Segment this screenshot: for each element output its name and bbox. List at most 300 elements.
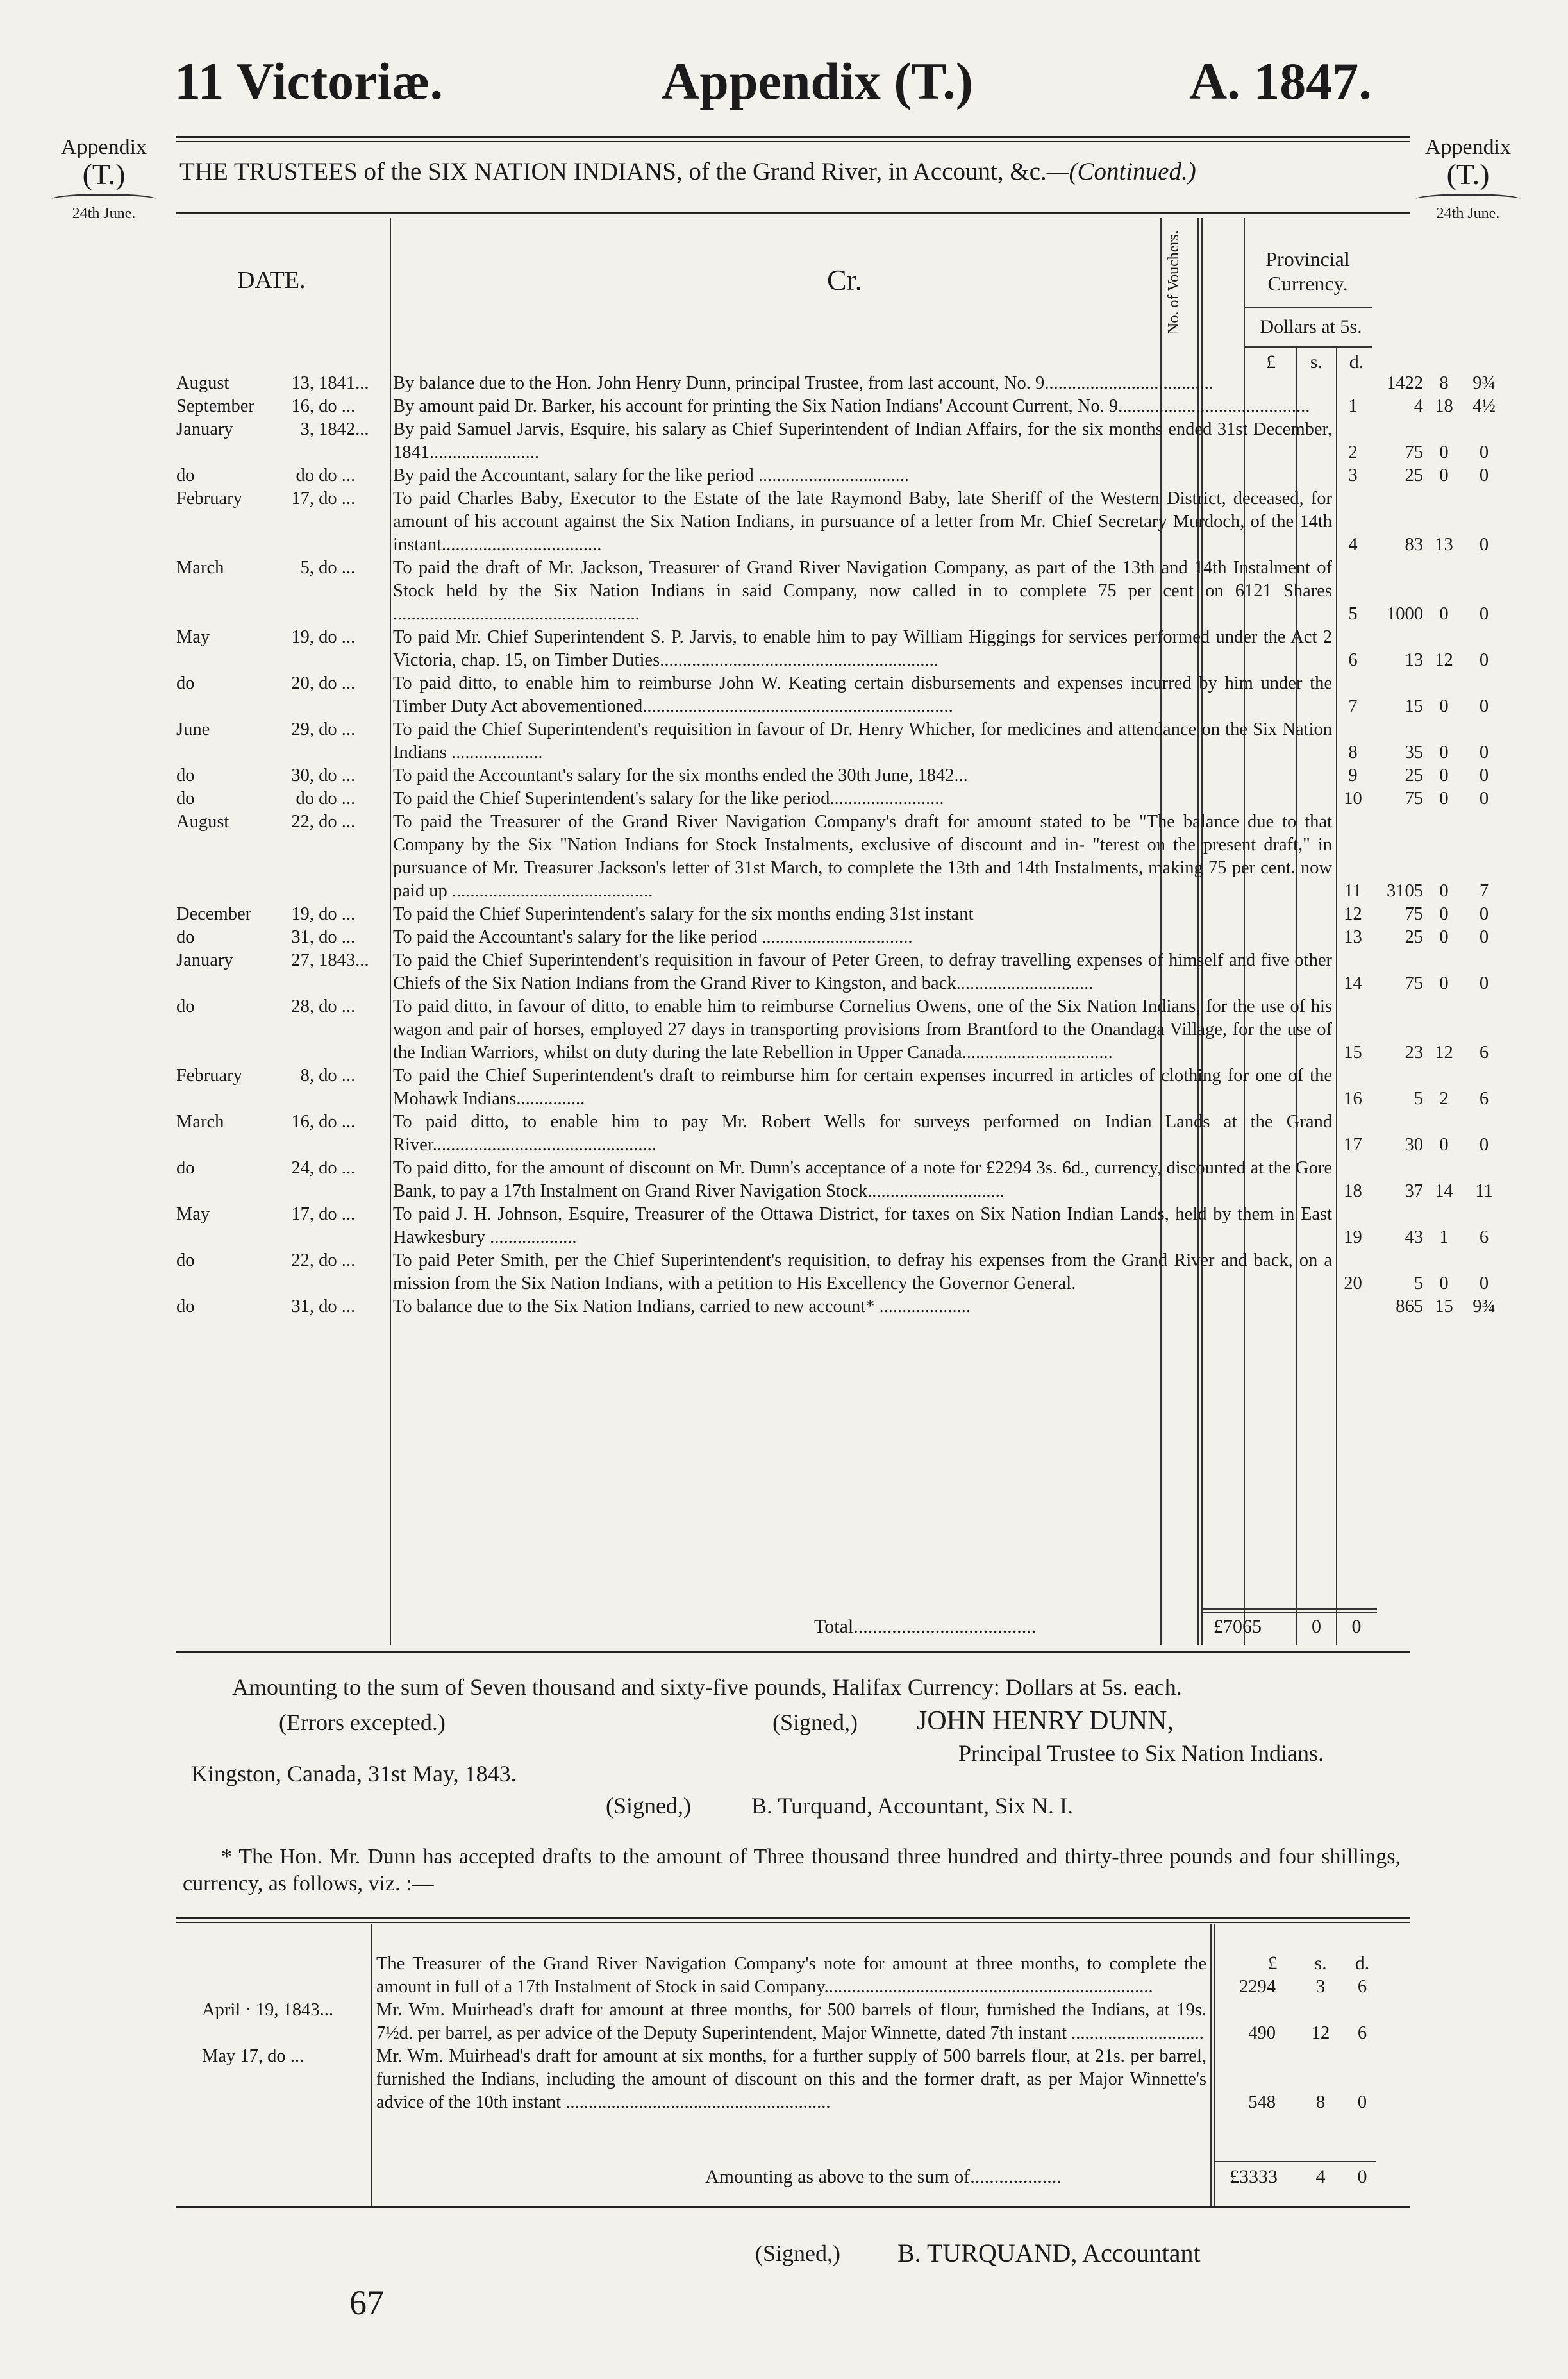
entry-amounts (176, 1041, 1489, 1064)
entry-date (176, 626, 388, 649)
entry-pounds: 75 (1405, 442, 1423, 462)
ledger-row (176, 811, 1489, 903)
entry-amounts (176, 1295, 1496, 1318)
entry-pounds: 13 (1405, 650, 1423, 670)
entry-day: 19, (291, 904, 314, 924)
entry-pounds: 3105 (1387, 881, 1423, 901)
draft-shillings: 12 (1311, 2023, 1330, 2043)
entry-day: 13, (291, 373, 314, 393)
entry-pounds: 25 (1405, 766, 1423, 786)
entry-pence: 0 (1479, 442, 1489, 462)
drafts-total-pounds: £3333 (1230, 2166, 1278, 2187)
signatory-2: B. Turquand, Accountant, Six N. I. (751, 1793, 1074, 1819)
entry-month: do (176, 996, 195, 1016)
entry-day: 17, (291, 489, 314, 509)
entry-pence: 0 (1479, 789, 1489, 809)
header-appendix: Appendix (T.) (662, 52, 974, 110)
entry-voucher: 8 (1348, 743, 1358, 762)
entry-shillings: 0 (1439, 604, 1449, 624)
entry-pounds: 23 (1405, 1043, 1423, 1063)
entry-day: 16, (291, 396, 314, 416)
entry-month: February (176, 489, 242, 509)
entry-year: do ... (319, 789, 356, 809)
page-number: 67 (349, 2283, 384, 2322)
entry-month: do (176, 1297, 195, 1316)
entry-description: To paid J. H. Johnson, Esquire, Treasurer of the Ottawa District, for taxes on Six Nation Indian Lands, held by them in East Hawkesbury ................... (393, 1204, 1332, 1247)
entry-year: do ... (319, 627, 356, 647)
entry-description: To paid the Chief Superintendent's draft to reimburse him for certain expenses incurred in articles of clothing for one of the Mohawk Indians............... (393, 1066, 1332, 1109)
entry-pence: 0 (1479, 535, 1489, 555)
entry-voucher: 16 (1344, 1089, 1362, 1109)
ledger-row (176, 764, 1489, 787)
entry-pence: 0 (1479, 1135, 1489, 1155)
entry-year: do ... (319, 1066, 356, 1086)
entry-shillings: 14 (1435, 1181, 1453, 1201)
entry-shillings: 12 (1435, 650, 1453, 670)
draft-amounts (176, 2091, 1410, 2114)
errors-excepted: (Errors excepted.) (279, 1710, 446, 1735)
entry-amounts (176, 1180, 1493, 1203)
entry-day: 22, (291, 812, 314, 832)
entry-month: August (176, 373, 229, 393)
account-title-main: THE TRUSTEES of the SIX NATION INDIANS, of the Grand River, in Account, &c. (179, 158, 1047, 185)
draft-amounts (176, 2022, 1410, 2045)
top-rule (176, 136, 1410, 138)
entry-date (176, 949, 388, 972)
ledger-row (176, 1111, 1489, 1157)
ledger-row (176, 995, 1489, 1064)
entry-year: do ... (319, 1204, 356, 1224)
margin-right-brace (1415, 194, 1521, 205)
ledger-row (176, 395, 1496, 418)
entry-amounts (176, 741, 1489, 764)
entry-date (176, 811, 388, 834)
entry-voucher: 6 (1348, 650, 1358, 670)
entry-month: May (176, 1204, 210, 1224)
entry-pounds: 35 (1405, 743, 1423, 762)
table-bottom-rule (176, 1651, 1410, 1653)
margin-left-brace (51, 194, 156, 205)
entry-pence: 0 (1479, 904, 1489, 924)
entry-pounds: 37 (1405, 1181, 1423, 1201)
entry-voucher: 13 (1344, 927, 1362, 947)
entry-amounts (176, 926, 1489, 949)
entry-shillings: 18 (1435, 396, 1453, 416)
entry-voucher: 1 (1348, 396, 1358, 416)
total-pounds: £7065 (1214, 1616, 1262, 1637)
entry-description: To paid Peter Smith, per the Chief Superintendent's requisition, to defray his expenses from the Grand River and back, on a mission from the Six Nation Indians, with a petition to His Excellency the Governor General. (393, 1250, 1332, 1293)
draft-shillings: 8 (1315, 2092, 1326, 2112)
col-pence: d. (1349, 351, 1364, 373)
drafts-col-pounds: £ (1267, 1953, 1278, 1974)
margin-left-t: (T.) (82, 157, 126, 190)
entry-month: do (176, 673, 195, 693)
entry-date (176, 1064, 388, 1088)
entry-day: 27, (291, 950, 314, 970)
entry-day: 30, (291, 766, 314, 786)
margin-left-appendix: Appendix (60, 135, 147, 159)
entry-pounds: 4 (1414, 396, 1423, 416)
ledger-row (176, 1203, 1489, 1249)
entry-year: do ... (319, 396, 356, 416)
entry-amounts (176, 695, 1489, 718)
entry-shillings: 0 (1439, 442, 1449, 462)
draft-amounts (176, 1976, 1410, 1999)
entry-description: To paid the draft of Mr. Jackson, Treasurer of Grand River Navigation Company, as part of the 13th and 14th Instalment of Stock held by the Six Nation Indians in said Company, now called in to complete 75 per cent on 6121 Shares ...................................................... (393, 558, 1332, 624)
ledger-row (176, 1295, 1496, 1318)
ledger-row (176, 464, 1489, 487)
col-currency: Provincial Currency. (1265, 248, 1350, 295)
entry-pence: 4½ (1472, 396, 1496, 416)
entry-date (176, 1249, 388, 1272)
entry-shillings: 0 (1439, 466, 1449, 485)
footnote: * The Hon. Mr. Dunn has accepted drafts to the amount of Three thousand three hundred and thirty-three pounds and four shillings, currency, as follows, viz. :— (183, 1845, 1401, 1896)
entry-month: do (176, 466, 195, 485)
entry-shillings: 1 (1439, 1227, 1449, 1247)
entry-pence: 0 (1479, 696, 1489, 716)
ledger-row (176, 926, 1489, 949)
entry-shillings: 0 (1439, 696, 1449, 716)
entry-day: 31, (291, 1297, 314, 1316)
entry-day: do (296, 789, 314, 809)
entry-year: 1843... (319, 950, 369, 970)
signed-label-1: (Signed,) (772, 1710, 858, 1735)
entry-amounts (176, 649, 1489, 672)
entry-pence: 9¾ (1472, 373, 1496, 393)
draft-pence: 6 (1357, 2023, 1367, 2043)
top-rule-thin (176, 141, 1410, 142)
entry-date (176, 672, 388, 695)
entry-year: do ... (319, 1112, 356, 1132)
ledger-row (176, 1064, 1489, 1111)
entry-day: 3, (300, 419, 314, 439)
entry-day: 5, (300, 558, 314, 578)
entry-description: To paid the Chief Superintendent's requisition in favour of Peter Green, to defray travelling expenses of himself and five other Chiefs of the Six Nation Indians from the Grand River to Kingston, and back.............................. (393, 950, 1332, 993)
drafts-total-label: Amounting as above to the sum of................... (705, 2166, 1062, 2187)
account-title (179, 157, 1404, 186)
entry-amounts (176, 534, 1489, 557)
header-year: A. 1847. (1189, 52, 1372, 110)
entry-month: January (176, 950, 233, 970)
draft-row (176, 1953, 1410, 1999)
drafts-bottom-rule (176, 2206, 1410, 2208)
entry-shillings: 0 (1439, 1274, 1449, 1293)
draft-pounds: 490 (1248, 2023, 1276, 2043)
entry-shillings: 0 (1439, 904, 1449, 924)
ledger-row (176, 903, 1489, 926)
margin-left (40, 136, 168, 222)
entry-year: do ... (319, 1297, 356, 1316)
entry-description: By paid Samuel Jarvis, Esquire, his salary as Chief Superintendent of Indian Affairs, for the six months ended 31st December, 1841........................ (393, 419, 1332, 462)
bottom-signed-label: (Signed,) (755, 2240, 840, 2266)
entry-year: do ... (319, 996, 356, 1016)
entry-pounds: 1000 (1387, 604, 1423, 624)
entry-description: To balance due to the Six Nation Indians, carried to new account* .................... (393, 1297, 971, 1316)
ledger-row (176, 418, 1489, 464)
entry-description: To paid the Chief Superintendent's requisition in favour of Dr. Henry Whicher, for medicines and attendance on the Six Nation Indians .................... (393, 719, 1332, 762)
entry-pounds: 25 (1405, 927, 1423, 947)
entry-shillings: 13 (1435, 535, 1453, 555)
entry-shillings: 0 (1439, 1135, 1449, 1155)
ledger-row (176, 372, 1496, 395)
entry-month: February (176, 1066, 242, 1086)
drafts-total-pence: 0 (1357, 2166, 1367, 2187)
entry-month: June (176, 719, 210, 739)
entry-shillings: 0 (1439, 766, 1449, 786)
entry-voucher: 7 (1348, 696, 1358, 716)
place-date: Kingston, Canada, 31st May, 1843. (191, 1761, 517, 1786)
ledger-row (176, 1249, 1489, 1295)
entry-shillings: 0 (1439, 881, 1449, 901)
ledger-row (176, 1157, 1493, 1203)
entry-amounts (176, 1134, 1489, 1157)
col-vouchers: No. of Vouchers. (1165, 230, 1182, 334)
entry-day: 28, (291, 996, 314, 1016)
entry-pence: 0 (1479, 973, 1489, 993)
entry-year: do ... (319, 489, 356, 509)
entry-description: To paid ditto, to enable him to reimburse John W. Keating certain disbursements and expenses incurred by him under the Timber Duty Act abovementioned.................................................................... (393, 673, 1332, 716)
amount-text: Amounting to the sum of Seven thousand and sixty-five pounds, Halifax Currency: Dollars at 5s. each. (232, 1674, 1182, 1700)
entry-voucher: 10 (1344, 789, 1362, 809)
entry-shillings: 8 (1439, 373, 1449, 393)
entry-shillings: 0 (1439, 973, 1449, 993)
entry-day: 19, (291, 627, 314, 647)
draft-date: April · 19, 1843... (202, 2000, 334, 2020)
entry-pounds: 5 (1414, 1089, 1423, 1109)
entry-pence: 9¾ (1472, 1297, 1496, 1316)
entry-date (176, 718, 388, 741)
entry-month: do (176, 766, 195, 786)
entry-day: 24, (291, 1158, 314, 1178)
total-label: Total...................................... (814, 1616, 1037, 1637)
entry-year: do ... (319, 719, 356, 739)
entry-date (176, 1157, 388, 1180)
entry-year: do ... (319, 1158, 356, 1178)
entry-voucher: 20 (1344, 1274, 1362, 1293)
entry-amounts (176, 972, 1489, 995)
entry-amounts (176, 1226, 1489, 1249)
entry-description: To paid ditto, to enable him to pay Mr. Robert Wells for surveys performed on Indian Lands at the Grand River................................................. (393, 1112, 1332, 1155)
entry-amounts (176, 880, 1489, 903)
ledger-row (176, 557, 1489, 626)
entry-year: do ... (319, 673, 356, 693)
entry-pence: 0 (1479, 766, 1489, 786)
entry-voucher: 12 (1344, 904, 1362, 924)
entry-date (176, 1111, 388, 1134)
entry-pence: 0 (1479, 1274, 1489, 1293)
entry-year: do ... (319, 927, 356, 947)
signed-label-2: (Signed,) (606, 1793, 691, 1819)
entry-description: By paid the Accountant, salary for the like period ................................. (393, 466, 909, 485)
draft-row (176, 2045, 1410, 2114)
entry-description: To paid ditto, in favour of ditto, to enable him to reimburse Cornelius Owens, one of the Six Nation Indians, for the use of his wagon and pair of horses, employed 27 days in transporting provisions from Brantford to the Onandaga Village, for the use of the Indian Warriors, whilst on duty during the late Rebellion in Upper Canada................................. (393, 996, 1332, 1063)
entry-shillings: 0 (1439, 927, 1449, 947)
entry-voucher: 9 (1348, 766, 1358, 786)
draft-date: May 17, do ... (202, 2046, 304, 2066)
entry-amounts (176, 1088, 1489, 1111)
entry-day: 8, (300, 1066, 314, 1086)
entry-day: do (296, 466, 314, 485)
entry-amounts (176, 603, 1489, 626)
entry-pence: 6 (1479, 1227, 1489, 1247)
entry-date (176, 1203, 388, 1226)
ledger-row (176, 672, 1489, 718)
entry-amounts (176, 464, 1489, 487)
ledger-row (176, 487, 1489, 557)
entry-amounts (176, 441, 1489, 464)
drafts-top-rule (176, 1917, 1410, 1919)
entry-pence: 6 (1479, 1089, 1489, 1109)
entry-voucher: 5 (1348, 604, 1358, 624)
entry-date (176, 418, 388, 441)
margin-right-t: (T.) (1446, 157, 1490, 190)
entry-amounts (176, 395, 1496, 418)
entry-date (176, 557, 388, 580)
entry-year: do ... (319, 766, 356, 786)
entry-month: do (176, 1158, 195, 1178)
total-shillings: 0 (1312, 1616, 1321, 1637)
account-title-continued: —(Continued.) (1046, 158, 1196, 185)
total-pence: 0 (1351, 1616, 1362, 1637)
entry-pounds: 25 (1405, 466, 1423, 485)
ledger-row (176, 949, 1489, 995)
entry-description: To paid the Accountant's salary for the like period ................................. (393, 927, 913, 947)
entry-voucher: 3 (1348, 466, 1358, 485)
draft-pounds: 548 (1248, 2092, 1276, 2112)
entry-year: 1841... (319, 373, 369, 393)
entry-year: do ... (319, 812, 356, 832)
entry-date (176, 487, 388, 510)
entry-description: To paid Mr. Chief Superintendent S. P. Jarvis, to enable him to pay William Higgings for services performed under the Act 2 Victoria, chap. 15, on Timber Duties............................................................. (393, 627, 1332, 670)
entry-amounts (176, 903, 1489, 926)
entry-year: do ... (319, 904, 356, 924)
entry-description: To paid the Chief Superintendent's salary for the like period......................... (393, 789, 944, 809)
signatory-1-role: Principal Trustee to Six Nation Indians. (958, 1740, 1324, 1766)
draft-pence: 0 (1357, 2092, 1367, 2112)
draft-pence: 6 (1357, 1977, 1367, 1997)
entry-month: August (176, 812, 229, 832)
entry-description: To paid the Treasurer of the Grand River Navigation Company's draft for amount stated to be "The balance due to that Company by the Six "Nation Indians for Stock Instalments, exclusive of discount and in- "terest on the present draft," in pursuance of Mr. Treasurer Jackson's letter of 31st March, to complete the 13th and 14th Instalments, making 75 per cent. now paid up ............................................ (393, 812, 1332, 901)
entry-day: 31, (291, 927, 314, 947)
entry-amounts (176, 787, 1489, 811)
ledger-row (176, 787, 1489, 811)
draft-shillings: 3 (1315, 1977, 1326, 1997)
entry-year: do ... (319, 1250, 356, 1270)
entry-amounts (176, 764, 1489, 787)
entry-shillings: 0 (1439, 789, 1449, 809)
entry-month: do (176, 927, 195, 947)
entry-month: do (176, 789, 195, 809)
entry-description: To paid Charles Baby, Executor to the Estate of the late Raymond Baby, late Sheriff of the Western District, deceased, for amount of his account against the Six Nation Indians, in pursuance of a letter from Mr. Chief Secretary Murdoch, of the 14th instant................................... (393, 489, 1332, 555)
col-pounds: £ (1266, 351, 1276, 373)
header-volume: 11 Victoriæ. (174, 52, 444, 110)
draft-description: Mr. Wm. Muirhead's draft for amount at three months, for 500 barrels of flour, furnished the Indians, at 19s. 7½d. per barrel, as per advice of the Deputy Superintendent, Major Winnette, dated 7th instant ............................. (376, 2000, 1206, 2043)
entry-pence: 0 (1479, 466, 1489, 485)
ledger-row (176, 718, 1489, 764)
entry-voucher: 4 (1348, 535, 1358, 555)
drafts-col-pence: d. (1355, 1953, 1370, 1974)
entry-amounts (176, 372, 1496, 395)
entry-description: By amount paid Dr. Barker, his account for printing the Six Nation Indians' Account Current, No. 9.......................................... (393, 396, 1310, 416)
entry-description: To paid the Accountant's salary for the six months ended the 30th June, 1842... (393, 766, 968, 786)
entry-year: do ... (319, 466, 356, 485)
drafts-top-rule-thin (176, 1922, 1410, 1923)
entry-voucher: 14 (1344, 973, 1362, 993)
entry-day: 16, (291, 1112, 314, 1132)
col-cr: Cr. (827, 264, 862, 296)
entry-shillings: 0 (1439, 743, 1449, 762)
margin-right (1404, 136, 1532, 222)
ledger-entries (176, 372, 1496, 1318)
entry-pence: 6 (1479, 1043, 1489, 1063)
entry-year: 1842... (319, 419, 369, 439)
entry-pounds: 75 (1405, 973, 1423, 993)
entry-pounds: 43 (1405, 1227, 1423, 1247)
margin-left-date: 24th June. (72, 205, 136, 222)
entry-description: To paid the Chief Superintendent's salary for the six months ending 31st instant (393, 904, 974, 924)
entry-voucher: 17 (1344, 1135, 1362, 1155)
entry-pounds: 83 (1405, 535, 1423, 555)
entry-pounds: 75 (1405, 904, 1423, 924)
entry-day: 29, (291, 719, 314, 739)
draft-row (176, 1999, 1410, 2045)
entry-description: By balance due to the Hon. John Henry Dunn, principal Trustee, from last account, No. 9..................................... (393, 373, 1214, 393)
entry-pence: 11 (1475, 1181, 1493, 1201)
entry-pounds: 5 (1414, 1274, 1423, 1293)
entry-pence: 0 (1479, 650, 1489, 670)
entry-month: March (176, 1112, 224, 1132)
bottom-signatory: B. TURQUAND, Accountant (897, 2239, 1201, 2267)
drafts-entries (176, 1953, 1410, 2114)
entry-description: To paid ditto, for the amount of discount on Mr. Dunn's acceptance of a note for £2294 3s. 6d., currency, discounted at the Gore Bank, to pay a 17th Instalment on Grand River Navigation Stock.............................. (393, 1158, 1332, 1201)
entry-pounds: 865 (1396, 1297, 1423, 1316)
entry-pounds: 30 (1405, 1135, 1423, 1155)
signatory-1: JOHN HENRY DUNN, (917, 1706, 1174, 1736)
entry-month: January (176, 419, 233, 439)
entry-shillings: 2 (1439, 1089, 1449, 1109)
entry-pence: 0 (1479, 604, 1489, 624)
margin-right-appendix: Appendix (1424, 135, 1512, 159)
entry-shillings: 15 (1435, 1297, 1453, 1316)
entry-voucher: 11 (1344, 881, 1362, 901)
entry-day: 22, (291, 1250, 314, 1270)
entry-voucher: 18 (1344, 1181, 1362, 1201)
entry-month: December (176, 904, 252, 924)
entry-pence: 7 (1479, 881, 1489, 901)
drafts-col-shillings: s. (1314, 1953, 1327, 1974)
margin-right-date: 24th June. (1436, 205, 1500, 222)
entry-pounds: 75 (1405, 789, 1423, 809)
entry-pence: 0 (1479, 743, 1489, 762)
entry-pounds: 15 (1405, 696, 1423, 716)
entry-date (176, 995, 388, 1018)
entry-day: 20, (291, 673, 314, 693)
col-shillings: s. (1310, 351, 1323, 373)
col-date: DATE. (237, 267, 306, 294)
entry-voucher: 15 (1344, 1043, 1362, 1063)
entry-day: 17, (291, 1204, 314, 1224)
entry-month: May (176, 627, 210, 647)
entry-month: September (176, 396, 254, 416)
draft-description: The Treasurer of the Grand River Navigation Company's note for amount at three months, to complete the amount in full of a 17th Instalment of Stock in said Company........................................................................ (376, 1954, 1206, 1997)
entry-pence: 0 (1479, 927, 1489, 947)
ledger-row (176, 626, 1489, 672)
draft-description: Mr. Wm. Muirhead's draft for amount at six months, for a further supply of 500 barrels flour, at 21s. per barrel, furnished the Indians, including the amount of discount on this and the former draft, as per Major Winnette's advice of the 10th instant .......................................................... (376, 2046, 1206, 2112)
entry-pounds: 1422 (1387, 373, 1423, 393)
entry-voucher: 19 (1344, 1227, 1362, 1247)
entry-voucher: 2 (1348, 442, 1358, 462)
col-dollars: Dollars at 5s. (1260, 316, 1362, 337)
